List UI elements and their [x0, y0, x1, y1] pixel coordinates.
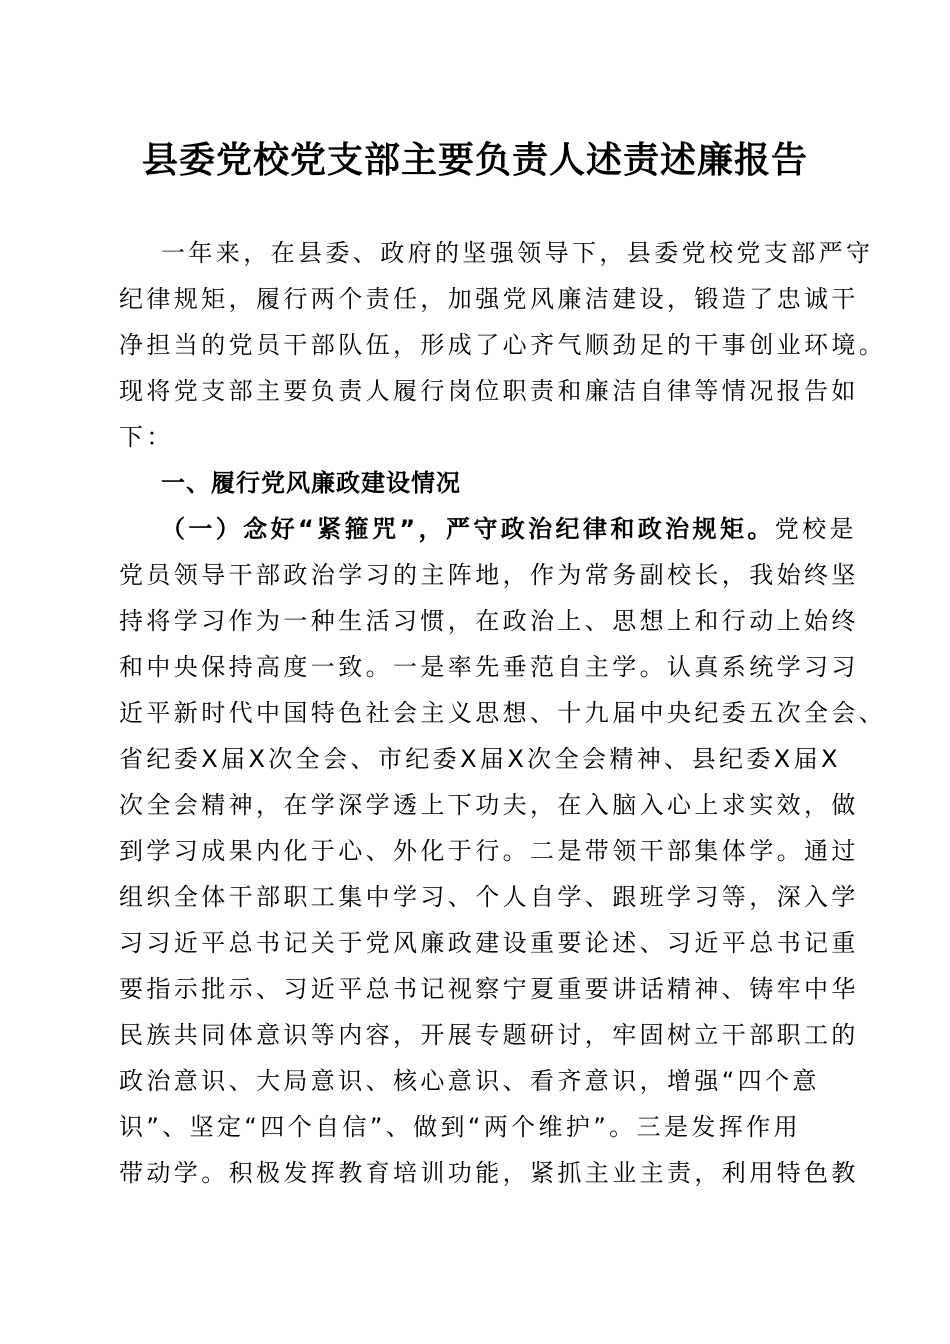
subsection-line-tail: 党校是: [774, 515, 857, 543]
paragraph-line: 到学习成果内化于心、外化于行。二是带领干部集体学。通过: [119, 837, 859, 865]
paragraph-line: 纪律规矩，履行两个责任，加强党风廉洁建设，锻造了忠诚干: [119, 285, 859, 313]
subsection-heading: （一）念好“紧箍咒”，严守政治纪律和政治规矩。: [161, 515, 775, 543]
paragraph-line: 一年来，在县委、政府的坚强领导下，县委党校党支部严守: [161, 239, 874, 267]
paragraph-line: 识”、坚定“四个自信”、做到“两个维护”。三是发挥作用: [119, 1113, 801, 1141]
paragraph-line: 组织全体干部职工集中学习、个人自学、跟班学习等，深入学: [119, 883, 859, 911]
paragraph-line: 持将学习作为一种生活习惯，在政治上、思想上和行动上始终: [119, 607, 859, 635]
paragraph-line: 省纪委X届X次全会、市纪委X届X次全会精神、县纪委X届X: [119, 745, 841, 773]
paragraph-line: 政治意识、大局意识、核心意识、看齐意识，增强“四个意: [119, 1067, 820, 1095]
paragraph-line: 现将党支部主要负责人履行岗位职责和廉洁自律等情况报告如: [119, 377, 859, 405]
paragraph-line: 民族共同体意识等内容，开展专题研讨，牢固树立干部职工的: [119, 1021, 859, 1049]
subsection-line: [119, 506, 857, 552]
paragraph-line: 党员领导干部政治学习的主阵地，作为常务副校长，我始终坚: [119, 561, 859, 589]
paragraph-line: 次全会精神，在学深学透上下功夫，在入脑入心上求实效，做: [119, 791, 859, 819]
paragraph-line: 近平新时代中国特色社会主义思想、十九届中央纪委五次全会、: [119, 699, 887, 727]
paragraph-line: 习习近平总书记关于党风廉政建设重要论述、习近平总书记重: [119, 929, 859, 957]
section-heading: 一、履行党风廉政建设情况: [161, 469, 461, 497]
document-body: [119, 230, 887, 1196]
paragraph-line: 和中央保持高度一致。一是率先垂范自主学。认真系统学习习: [119, 653, 859, 681]
paragraph-line: 净担当的党员干部队伍，形成了心齐气顺劲足的干事创业环境。: [119, 331, 887, 359]
paragraph-line: 带动学。积极发挥教育培训功能，紧抓主业主责，利用特色教: [119, 1159, 859, 1187]
paragraph-line: 要指示批示、习近平总书记视察宁夏重要讲话精神、铸牢中华: [119, 975, 859, 1003]
paragraph-line: 下：: [119, 423, 174, 451]
document-title: 县委党校党支部主要负责人述责述廉报告: [141, 139, 808, 181]
